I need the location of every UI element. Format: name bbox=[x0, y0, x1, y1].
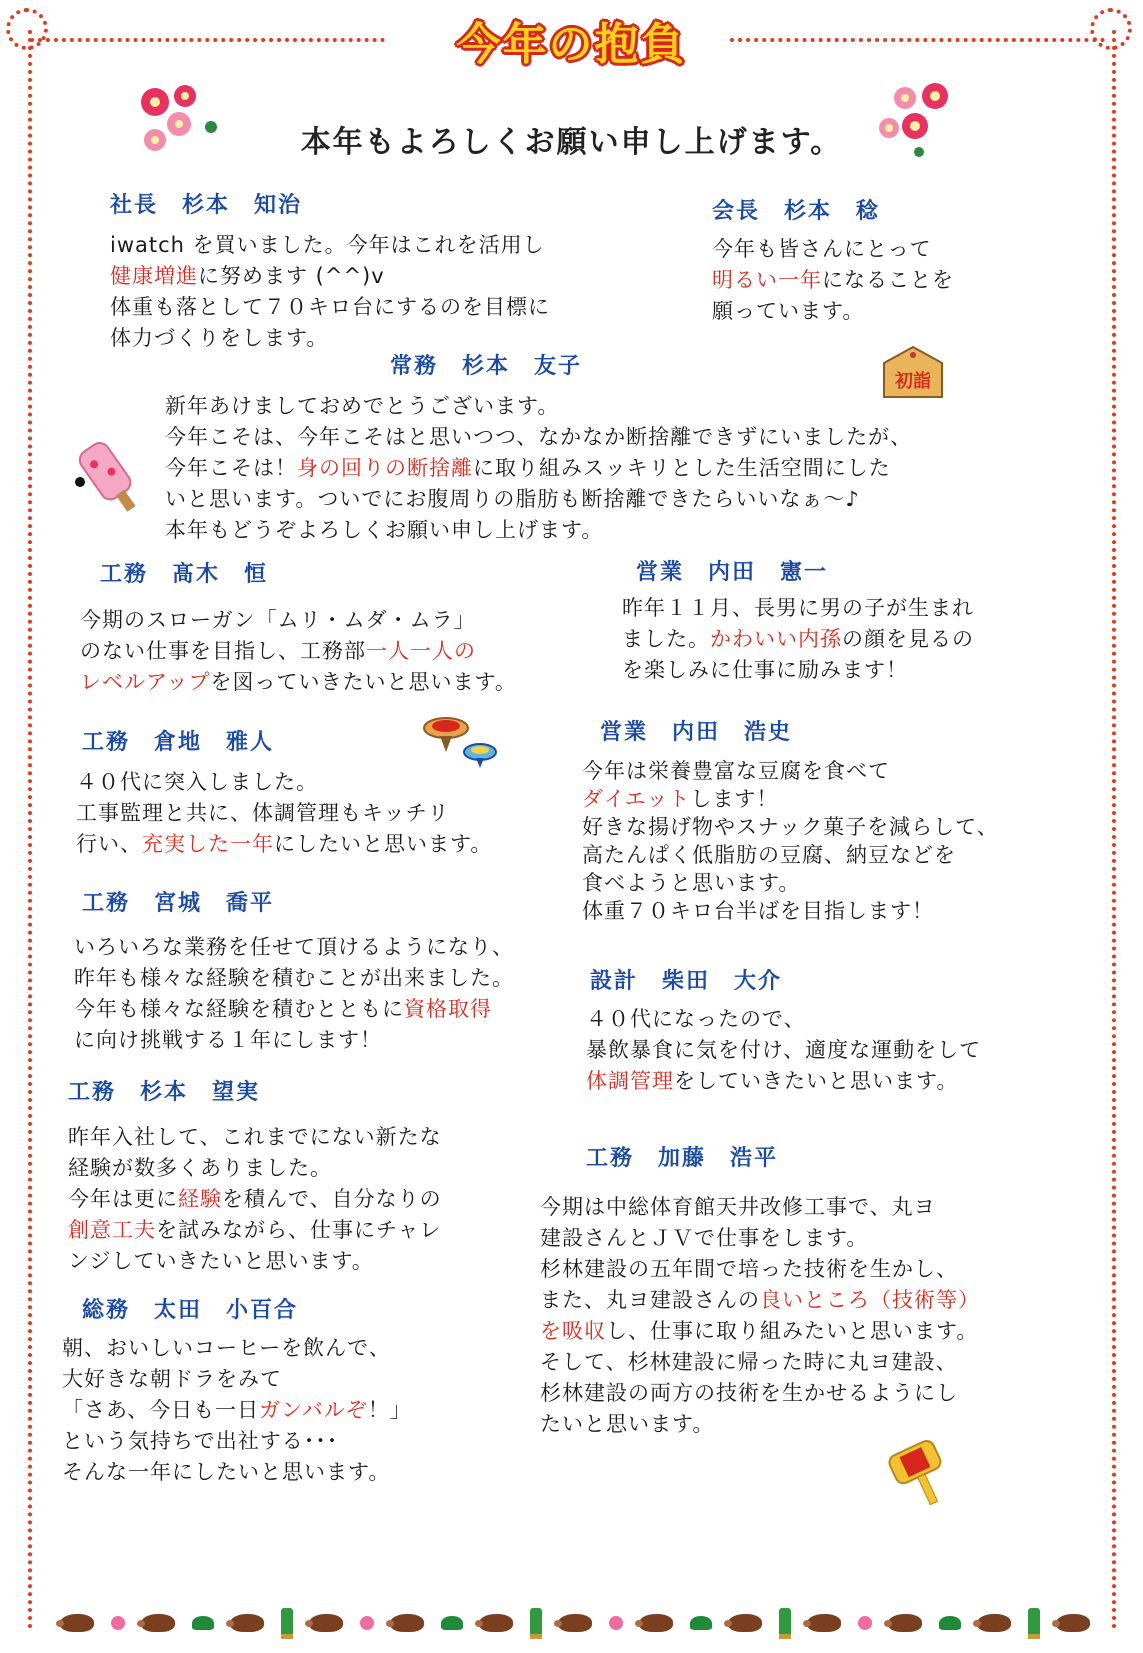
entry-line bbox=[712, 265, 954, 296]
entry-line bbox=[540, 1192, 980, 1223]
entry-line bbox=[165, 422, 912, 453]
boar-icon bbox=[1056, 1614, 1090, 1632]
body-text: 今年も様々な経験を積むとともに bbox=[74, 997, 404, 1021]
body-text: 杉林建設の五年間で培った技術を生かし、 bbox=[540, 1257, 958, 1281]
ema-icon bbox=[878, 345, 948, 400]
entry-name: 工務 倉地 雅人 bbox=[82, 730, 275, 755]
entry-line bbox=[540, 1347, 980, 1378]
highlight-text: 一人一人の bbox=[366, 639, 476, 663]
entry-name: 工務 杉本 望実 bbox=[68, 1080, 261, 1105]
entry-line bbox=[586, 1066, 981, 1097]
body-text: になることを bbox=[822, 268, 954, 292]
entry-name: 設計 柴田 大介 bbox=[590, 969, 783, 994]
kadomatsu-icon bbox=[779, 1608, 791, 1639]
boar-icon bbox=[390, 1614, 424, 1632]
entry-shibata-body bbox=[586, 1004, 981, 1097]
entry-line bbox=[68, 1215, 442, 1246]
entry-line bbox=[74, 994, 514, 1025]
highlight-text: 身の回りの断捨離 bbox=[297, 456, 473, 480]
body-text: また、丸ヨ建設さんの bbox=[540, 1288, 760, 1312]
entry-line bbox=[62, 1364, 412, 1395]
entry-line bbox=[540, 1223, 980, 1254]
pine-icon bbox=[939, 1616, 961, 1630]
body-text: 昨年も様々な経験を積むことが出来ました。 bbox=[74, 966, 514, 990]
entry-body bbox=[622, 593, 974, 686]
kadomatsu-icon bbox=[530, 1608, 542, 1639]
entry-body bbox=[74, 932, 514, 1056]
body-text: のない仕事を目指し、工務部 bbox=[80, 639, 366, 663]
body-text: に取り組みスッキリとした生活空間にした bbox=[473, 456, 891, 480]
entry-name: 工務 加藤 浩平 bbox=[586, 1146, 779, 1171]
body-text: の顔を見るの bbox=[842, 627, 974, 651]
boar-icon bbox=[230, 1614, 264, 1632]
entry-line bbox=[165, 391, 912, 422]
boar-icon bbox=[807, 1614, 841, 1632]
entry-name: 工務 髙木 恒 bbox=[100, 562, 269, 587]
plum-blossom-icon bbox=[135, 82, 225, 157]
highlight-text: 資格取得 bbox=[404, 997, 492, 1021]
body-text: 今年こそは！ bbox=[165, 456, 297, 480]
entry-line bbox=[165, 484, 912, 515]
body-text: ンジしていきたいと思います。 bbox=[68, 1249, 374, 1273]
entry-chairman bbox=[712, 201, 954, 327]
entry-line bbox=[68, 1246, 442, 1277]
body-text: 今期は中総体育館天井改修工事で、丸ヨ bbox=[540, 1195, 936, 1219]
body-text: 暴飲暴食に気を付け、適度な運動をして bbox=[586, 1038, 982, 1062]
body-text: 今期のスローガン「ムリ・ムダ・ムラ」 bbox=[80, 608, 476, 632]
body-text: 体力づくりをします。 bbox=[110, 326, 329, 350]
body-text: を楽しみに仕事に励みます！ bbox=[622, 658, 908, 682]
plum-blossom-icon bbox=[858, 1616, 872, 1630]
entry-line bbox=[76, 767, 492, 798]
plum-blossom-icon bbox=[111, 1616, 125, 1630]
body-text: 朝、おいしいコーヒーを飲んで、 bbox=[62, 1336, 391, 1360]
body-text: たいと思います。 bbox=[540, 1412, 715, 1436]
entry-body bbox=[582, 757, 999, 925]
entry-body bbox=[62, 1333, 412, 1488]
highlight-text: かわいい内孫 bbox=[710, 627, 842, 651]
entry-uchida-hiroshi bbox=[600, 722, 792, 744]
body-text: に努めます (^^)v bbox=[198, 264, 385, 288]
body-text: 今年は更に bbox=[68, 1187, 178, 1211]
entry-line bbox=[582, 869, 999, 897]
entry-body bbox=[80, 605, 517, 698]
body-text: 好きな揚げ物やスナック菓子を減らして、 bbox=[582, 815, 999, 839]
mallet-icon bbox=[878, 1438, 963, 1508]
body-text: 「さあ、今日も一日 bbox=[62, 1398, 260, 1422]
body-text: 体重も落として７０キロ台にするのを目標に bbox=[110, 295, 550, 319]
entry-line bbox=[582, 897, 999, 925]
entry-body bbox=[586, 1004, 981, 1097]
boar-icon bbox=[479, 1614, 513, 1632]
entry-name: 常務 杉本 友子 bbox=[390, 354, 583, 379]
hagoita-icon bbox=[70, 440, 150, 520]
plum-blossom-icon bbox=[875, 78, 970, 158]
body-text: 杉林建設の両方の技術を生かせるようにし bbox=[540, 1381, 958, 1405]
entry-line bbox=[62, 1457, 412, 1488]
plum-blossom-icon bbox=[360, 1616, 374, 1630]
entry-uchida-kenichi bbox=[636, 562, 828, 584]
body-text: にしたいと思います。 bbox=[274, 832, 493, 856]
boar-icon bbox=[141, 1614, 175, 1632]
entry-line bbox=[80, 636, 517, 667]
body-text: いと思います。ついでにお腹周りの脂肪も断捨離できたらいいなぁ～♪ bbox=[165, 487, 860, 511]
entry-line bbox=[165, 453, 912, 484]
entry-kato bbox=[586, 1148, 778, 1170]
entry-kurachi bbox=[82, 732, 274, 754]
body-text: を積んで、自分なりの bbox=[222, 1187, 442, 1211]
boar-icon bbox=[309, 1614, 343, 1632]
entry-line bbox=[74, 1025, 514, 1056]
entry-line bbox=[582, 841, 999, 869]
entry-kurachi-body bbox=[76, 767, 492, 860]
footer-decoration-row bbox=[60, 1608, 1090, 1638]
body-text: 体重７０キロ台半ばを目指します！ bbox=[582, 899, 934, 923]
entry-name: 会長 杉本 稔 bbox=[712, 199, 881, 224]
entry-line bbox=[540, 1378, 980, 1409]
entry-line bbox=[68, 1153, 442, 1184]
entry-uchida-kenichi-body bbox=[622, 593, 974, 686]
body-text: という気持ちで出社する･･･ bbox=[62, 1429, 339, 1453]
entry-line bbox=[582, 785, 999, 813]
body-text: 本年もどうぞよろしくお願い申し上げます。 bbox=[165, 518, 604, 542]
entry-line bbox=[76, 798, 492, 829]
boar-icon bbox=[977, 1614, 1011, 1632]
entry-line bbox=[74, 932, 514, 963]
entry-body bbox=[110, 230, 550, 354]
spinning-top-icon bbox=[422, 712, 502, 770]
entry-kato-body bbox=[540, 1192, 980, 1440]
body-text: 工事監理と共に、体調管理もキッチリ bbox=[76, 801, 450, 825]
entry-line bbox=[110, 323, 550, 354]
body-text: 今年も皆さんにとって bbox=[712, 237, 932, 261]
kadomatsu-icon bbox=[281, 1608, 293, 1639]
entry-line bbox=[68, 1184, 442, 1215]
entry-body bbox=[165, 391, 912, 546]
body-text: 行い、 bbox=[76, 832, 142, 856]
page-subtitle: 本年もよろしくお願い申し上げます。 bbox=[300, 125, 843, 160]
body-text: 建設さんとＪＶで仕事をします。 bbox=[540, 1226, 869, 1250]
entry-managing-director-name bbox=[390, 356, 582, 378]
entry-line bbox=[165, 515, 912, 546]
entry-name: 工務 宮城 喬平 bbox=[82, 891, 275, 916]
boar-icon bbox=[60, 1614, 94, 1632]
body-text: をしていきたいと思います。 bbox=[674, 1069, 959, 1093]
body-text: 大好きな朝ドラをみて bbox=[62, 1367, 282, 1391]
pine-icon bbox=[192, 1616, 214, 1630]
entry-body bbox=[68, 1122, 442, 1277]
body-text: ４０代に突入しました。 bbox=[76, 770, 318, 794]
entry-president bbox=[110, 195, 550, 354]
kadomatsu-icon bbox=[1028, 1608, 1040, 1639]
entry-line bbox=[62, 1395, 412, 1426]
entry-line bbox=[540, 1254, 980, 1285]
body-text: を試みながら、仕事にチャレ bbox=[156, 1218, 442, 1242]
boar-icon bbox=[558, 1614, 592, 1632]
entry-line bbox=[622, 593, 974, 624]
boar-icon bbox=[888, 1614, 922, 1632]
entry-sugimoto-nozomi bbox=[68, 1082, 260, 1104]
body-text: を図っていきたいと思います。 bbox=[210, 670, 517, 694]
entry-body bbox=[76, 767, 492, 860]
entry-line bbox=[62, 1426, 412, 1457]
entry-body bbox=[540, 1192, 980, 1440]
highlight-text: ガンバルぞ bbox=[259, 1398, 368, 1422]
body-text: 新年あけましておめでとうございます。 bbox=[165, 394, 560, 418]
entry-ota-body bbox=[62, 1333, 412, 1488]
entry-name: 営業 内田 浩史 bbox=[600, 720, 793, 745]
highlight-text: レベルアップ bbox=[80, 670, 211, 694]
entry-line bbox=[62, 1333, 412, 1364]
highlight-text: ダイエット bbox=[582, 787, 691, 811]
body-text: 今年は栄養豊富な豆腐を食べて bbox=[582, 759, 890, 783]
entry-line bbox=[582, 813, 999, 841]
entry-name: 営業 内田 憲一 bbox=[636, 560, 829, 585]
entry-miyagi-body bbox=[74, 932, 514, 1056]
entry-line bbox=[622, 624, 974, 655]
body-text: 昨年１１月、長男に男の子が生まれ bbox=[622, 596, 974, 620]
highlight-text: 充実した一年 bbox=[142, 832, 274, 856]
entry-line bbox=[582, 757, 999, 785]
body-text: ４０代になったので、 bbox=[586, 1007, 806, 1031]
entry-line bbox=[68, 1122, 442, 1153]
entry-managing-director bbox=[165, 391, 912, 546]
plum-blossom-icon bbox=[609, 1616, 623, 1630]
entry-name: 総務 太田 小百合 bbox=[82, 1298, 299, 1323]
highlight-text: 経験 bbox=[178, 1187, 222, 1211]
highlight-text: を吸収 bbox=[540, 1319, 606, 1343]
entry-line bbox=[540, 1409, 980, 1440]
highlight-text: 良いところ（技術等） bbox=[760, 1288, 980, 1312]
pine-icon bbox=[690, 1616, 712, 1630]
entry-line bbox=[586, 1004, 981, 1035]
body-text: 今年こそは、今年こそはと思いつつ、なかなか断捨離できずにいましたが、 bbox=[165, 425, 913, 449]
highlight-text: 創意工夫 bbox=[68, 1218, 156, 1242]
entry-line bbox=[586, 1035, 981, 1066]
entry-line bbox=[80, 667, 517, 698]
body-text: 高たんぱく低脂肪の豆腐、納豆などを bbox=[582, 843, 956, 867]
body-text: そして、杉林建設に帰った時に丸ヨ建設、 bbox=[540, 1350, 958, 1374]
entry-line bbox=[110, 261, 550, 292]
entry-takagi-body bbox=[80, 605, 517, 698]
entry-line bbox=[540, 1285, 980, 1316]
highlight-text: 体調管理 bbox=[586, 1069, 674, 1093]
body-text: ました。 bbox=[622, 627, 710, 651]
entry-shibata bbox=[590, 971, 782, 993]
entry-uchida-hiroshi-body bbox=[582, 757, 999, 925]
body-text: に向け挑戦する１年にします！ bbox=[74, 1028, 382, 1052]
body-text: 昨年入社して、これまでにない新たな bbox=[68, 1125, 442, 1149]
highlight-text: 明るい一年 bbox=[712, 268, 822, 292]
entry-line bbox=[80, 605, 517, 636]
body-text: iwatch を買いました。今年はこれを活用し bbox=[110, 233, 545, 257]
body-text: 経験が数多くありました。 bbox=[68, 1156, 332, 1180]
entry-line bbox=[622, 655, 974, 686]
ema-label: 初詣 bbox=[895, 371, 931, 392]
page-title: 今年の抱負 bbox=[456, 19, 687, 70]
entry-sugimoto-nozomi-body bbox=[68, 1122, 442, 1277]
boar-icon bbox=[728, 1614, 762, 1632]
body-text: 願っています。 bbox=[712, 299, 865, 323]
body-text: 食べようと思います。 bbox=[582, 871, 801, 895]
pine-icon bbox=[441, 1616, 463, 1630]
entry-miyagi bbox=[82, 893, 274, 915]
body-text: し、仕事に取り組みたいと思います。 bbox=[606, 1319, 979, 1343]
entry-takagi bbox=[100, 564, 268, 586]
body-text: します！ bbox=[690, 787, 779, 811]
entry-line bbox=[712, 234, 954, 265]
entry-line bbox=[110, 292, 550, 323]
entry-name: 社長 杉本 知治 bbox=[110, 193, 303, 218]
body-text: いろいろな業務を任せて頂けるようになり、 bbox=[74, 935, 514, 959]
entry-line bbox=[540, 1316, 980, 1347]
body-text: そんな一年にしたいと思います。 bbox=[62, 1460, 391, 1484]
body-text: ！」 bbox=[367, 1398, 412, 1422]
boar-icon bbox=[639, 1614, 673, 1632]
entry-ota bbox=[82, 1300, 298, 1322]
entry-line bbox=[110, 230, 550, 261]
highlight-text: 健康増進 bbox=[110, 264, 198, 288]
entry-line bbox=[74, 963, 514, 994]
entry-line bbox=[76, 829, 492, 860]
entry-line bbox=[712, 296, 954, 327]
entry-body bbox=[712, 234, 954, 327]
